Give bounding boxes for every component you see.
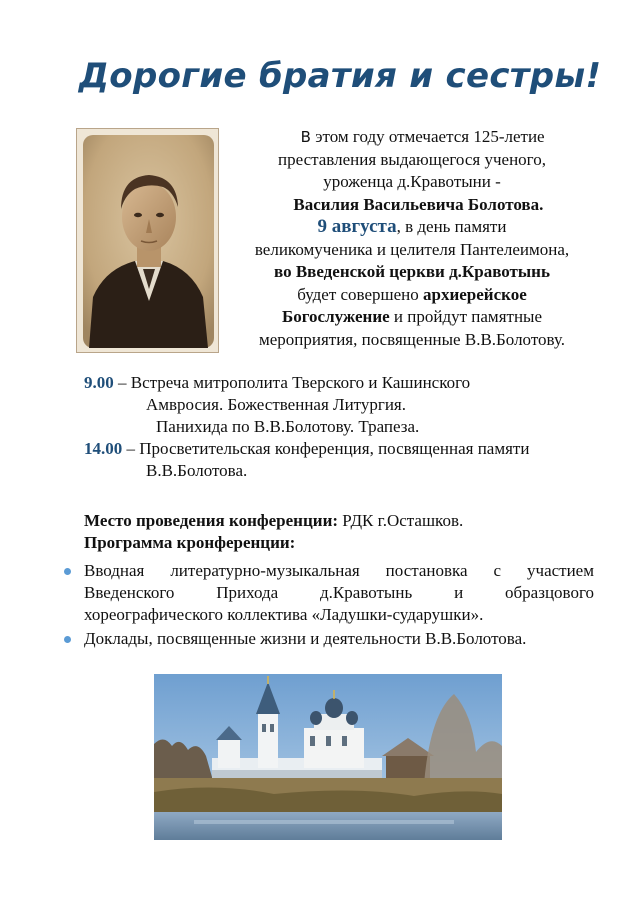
intro-line-3: уроженца д.Кравотыни -	[323, 172, 501, 191]
page-title: Дорогие братия и сестры!	[78, 56, 602, 96]
portrait-image	[77, 129, 219, 353]
schedule	[84, 372, 604, 482]
intro-line-6: великомученика и целителя Пантелеимона,	[254, 239, 570, 259]
intro-line-2: преставления выдающегося ученого,	[278, 149, 546, 169]
intro-line-5-text: , в день памяти	[396, 217, 507, 236]
church-photo	[154, 674, 502, 840]
intro-line-1	[228, 126, 596, 149]
schedule-item-1-line-1: – Встреча митрополита Тверского и Кашинского	[113, 373, 471, 392]
word: Прихода	[216, 583, 279, 602]
list-item-1-line-3: хореографического коллектива «Ладушки-сударушки».	[84, 605, 484, 624]
list-item-1-line-2	[84, 582, 594, 604]
venue-line	[84, 510, 463, 532]
word: и	[454, 583, 464, 602]
intro-line-10: мероприятия, посвященные В.В.Болотову.	[258, 329, 566, 349]
intro-name	[228, 194, 596, 217]
list-item-1-line-1	[84, 560, 594, 582]
schedule-item-2	[84, 438, 604, 460]
list-item	[62, 628, 594, 650]
intro-line-9	[228, 306, 596, 329]
schedule-time-1: 9.00	[84, 373, 114, 392]
portrait-photo	[76, 128, 219, 353]
venue-block	[84, 510, 463, 554]
church-landscape-image	[154, 674, 502, 840]
bullet-icon	[64, 568, 71, 575]
program-label: Программа кронференции:	[84, 533, 296, 552]
venue-value: РДК г.Осташков.	[338, 511, 464, 530]
word: образцового	[505, 583, 594, 602]
intro-paragraph	[228, 126, 596, 351]
word: с	[493, 561, 502, 580]
word: д.Кравотынь	[320, 583, 413, 602]
schedule-time-2: 14.00	[84, 439, 123, 458]
word: литературно-музыкальная	[170, 561, 360, 580]
intro-line-8-text: будет совершено	[297, 284, 424, 304]
schedule-item-1	[84, 372, 604, 394]
word: Введенского	[84, 583, 175, 602]
bullet-icon	[64, 636, 71, 643]
schedule-item-1-line-2: Амвросия. Божественная Литургия.	[146, 395, 407, 414]
schedule-item-2-line-1: – Просветительская конференция, посвященная памяти	[122, 439, 530, 458]
intro-line-5	[228, 216, 596, 239]
word: постановка	[385, 561, 468, 580]
event-date: 9 августа	[317, 216, 397, 237]
intro-line-9-bold: Богослужение	[281, 307, 390, 326]
list-item	[62, 560, 594, 626]
schedule-item-2-line-2: В.В.Болотова.	[146, 461, 248, 480]
intro-line-9-text: и пройдут памятные	[389, 307, 543, 326]
church-name: во Введенской церкви д.Кравотынь	[274, 262, 550, 281]
list-item-2-text: Доклады, посвященные жизни и деятельности В.В.Болотова.	[84, 629, 527, 648]
intro-line-8	[228, 284, 596, 307]
intro-first-letter: В	[300, 128, 311, 146]
word: Вводная	[84, 561, 145, 580]
intro-line-7	[228, 261, 596, 284]
intro-line-8-bold: архиерейское	[423, 284, 527, 304]
venue-label: Место проведения конференции:	[84, 511, 339, 530]
intro-line-1-text: этом году отмечается 125-летие	[310, 127, 545, 146]
schedule-item-1-line-3: Панихида по В.В.Болотову. Трапеза.	[156, 417, 420, 436]
word: участием	[527, 561, 594, 580]
program-list	[62, 560, 594, 652]
honoree-name: Василия Васильевича Болотова.	[293, 194, 544, 214]
